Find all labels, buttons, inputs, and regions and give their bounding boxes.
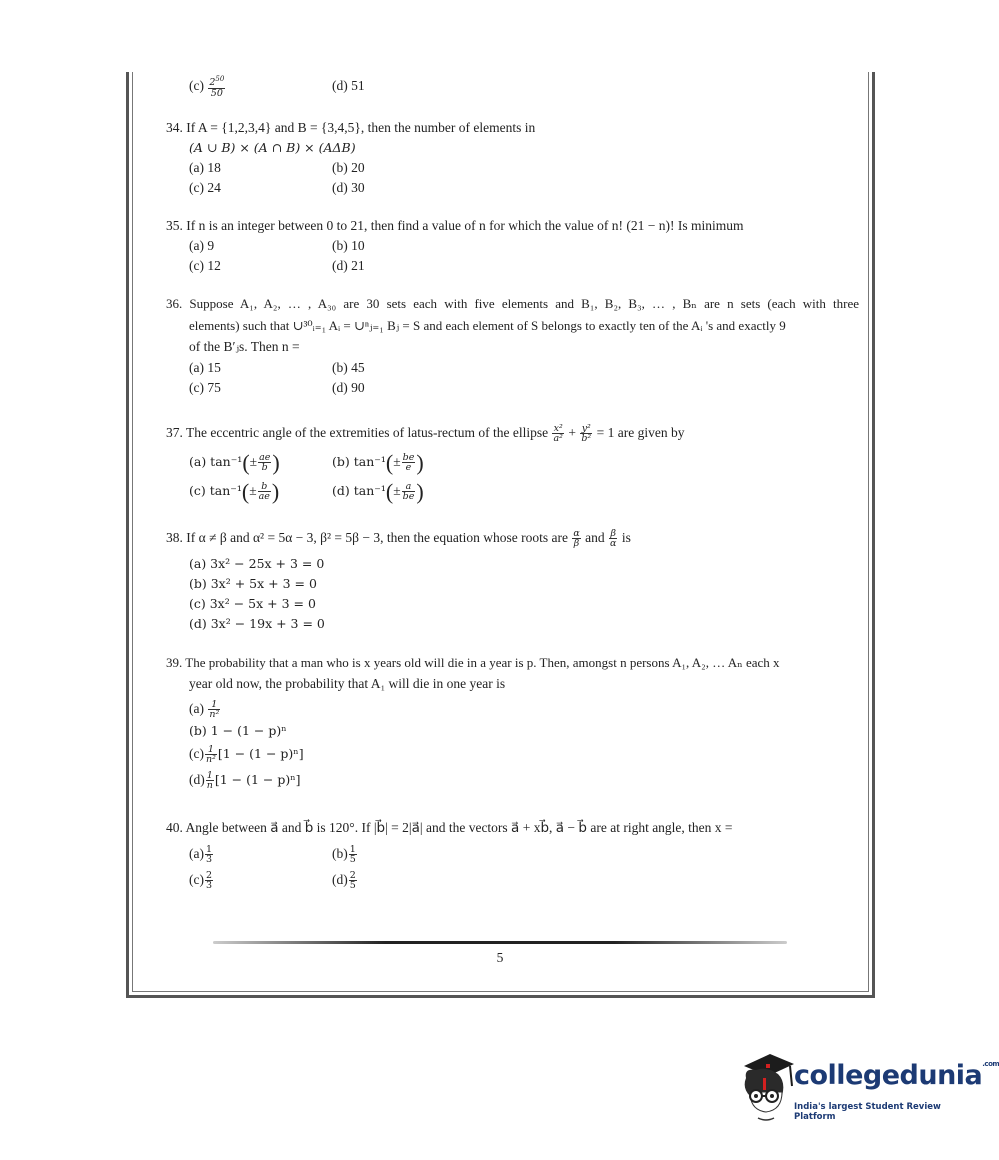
q39-option-d: (d) $\frac{1}{n}$ [1 − (1 − p)ⁿ] — [189, 769, 301, 792]
brand-tagline: India's largest Student Review Platform — [794, 1102, 941, 1122]
q35-option-a: (a) 9 — [189, 238, 215, 253]
q38-option-d: (d) 3x² − 19x + 3 = 0 — [189, 616, 325, 631]
q36-line3: of the B′ⱼs. Then n = — [189, 339, 300, 354]
page-number: 5 — [496, 950, 504, 965]
q38-stem: 38. If α ≠ β and α² = 5α − 3, β² = 5β − 3, then the equation whose roots are $\frac{\alpha}{\beta}$ and $\frac{\beta}{\alpha}$ is — [166, 527, 631, 550]
q37-option-a: (a) tan⁻¹(± $\frac{ae}{b}$ ) — [189, 449, 280, 475]
q36-line2: elements) such that ∪³⁰ᵢ₌₁ Aᵢ = ∪ⁿⱼ₌₁ Bⱼ = S and each element of S belongs to exactly ten of the Aᵢ 's and exactly 9 — [189, 318, 786, 333]
student-mascot-icon — [736, 1052, 796, 1132]
q34-option-b: (b) 20 — [332, 160, 365, 175]
q36-option-b: (b) 45 — [332, 360, 365, 375]
brand-name: collegedunia$^{.com}$ — [794, 1060, 999, 1091]
q33-option-c: (c) $\frac{2^{50}}{50}$ — [189, 75, 225, 99]
q36-option-d: (d) 90 — [332, 380, 365, 395]
q38-option-b: (b) 3x² + 5x + 3 = 0 — [189, 576, 317, 591]
q37-stem: 37. The eccentric angle of the extremities of latus-rectum of the ellipse $\frac{\text{x²}}{\text{a²}}$ + $\frac{\text{y²}}{\text{b²}}$ = 1 are given by — [166, 422, 685, 445]
q39-line2: year old now, the probability that A₁ will die in one year is — [189, 676, 506, 691]
q37-option-b: (b) tan⁻¹(± $\frac{be}{e}$ ) — [332, 449, 424, 475]
q40-option-b: (b) $\frac{1}{5}$ — [332, 843, 356, 866]
q34-option-a: (a) 18 — [189, 160, 221, 175]
q37-option-c: (c) tan⁻¹(± $\frac{b}{ae}$ ) — [189, 478, 280, 504]
q40-option-d: (d) $\frac{2}{5}$ — [332, 869, 356, 892]
q39-option-c: (c) $\frac{1}{\text{n²}}$ [1 − (1 − p)ⁿ] — [189, 743, 304, 766]
q40-option-c: (c) $\frac{2}{3}$ — [189, 869, 213, 892]
q37-option-d: (d) tan⁻¹(± $\frac{a}{be}$ ) — [332, 478, 424, 504]
q33-option-d: (d) 51 — [332, 78, 365, 93]
q39-option-a: (a) $\frac{1}{\text{n²}}$ — [189, 698, 220, 721]
q40-option-a: (a) $\frac{1}{3}$ — [189, 843, 213, 866]
q36-option-c: (c) 75 — [189, 380, 221, 395]
q38-option-c: (c) 3x² − 5x + 3 = 0 — [189, 596, 316, 611]
q36-option-a: (a) 15 — [189, 360, 221, 375]
q35-option-c: (c) 12 — [189, 258, 221, 273]
collegedunia-logo — [736, 1052, 999, 1132]
q36-line1: 36. Suppose A₁, A₂, … , A₃₀ are 30 sets each with five elements and B₁, B₂, B₃, … , Bₙ are n sets (each with three — [166, 296, 859, 311]
q34-stem: 34. If A = {1,2,3,4} and B = {3,4,5}, then the number of elements in — [166, 120, 536, 135]
q39-option-b: (b) 1 − (1 − p)ⁿ — [189, 723, 287, 738]
q39-line1: 39. The probability that a man who is x years old will die in a year is p. Then, amongst n persons A₁, A₂, … Aₙ each x — [166, 655, 780, 670]
q38-option-a: (a) 3x² − 25x + 3 = 0 — [189, 556, 325, 571]
q34-option-d: (d) 30 — [332, 180, 365, 195]
q34-option-c: (c) 24 — [189, 180, 221, 195]
q34-expression: (A ∪ B) × (A ∩ B) × (AΔB) — [189, 140, 356, 155]
footer-divider — [213, 941, 787, 944]
q35-option-d: (d) 21 — [332, 258, 365, 273]
q35-option-b: (b) 10 — [332, 238, 365, 253]
q40-stem: 40. Angle between a⃗ and b⃗ is 120°. If |b⃗| = 2|a⃗| and the vectors a⃗ + xb⃗, a⃗ − b⃗ are at right angle, then x = — [166, 820, 733, 835]
q35-stem: 35. If n is an integer between 0 to 21, then find a value of n for which the value of n! (21 − n)! Is minimum — [166, 218, 744, 233]
